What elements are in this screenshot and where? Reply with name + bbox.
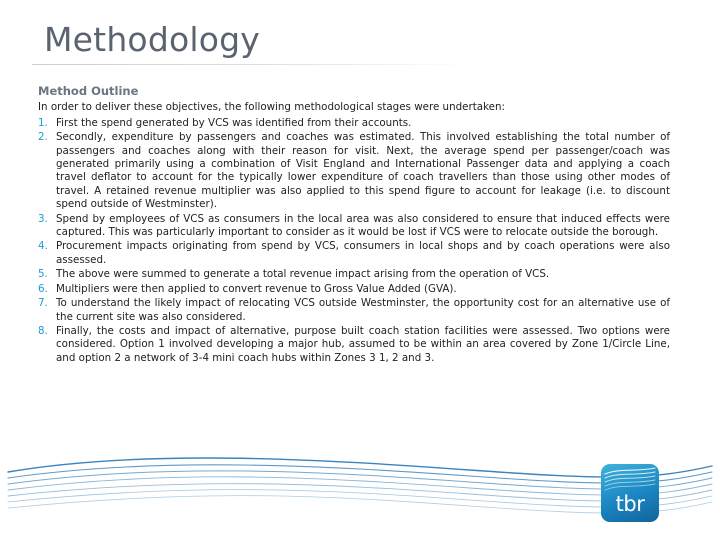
list-text: The above were summed to generate a total revenue impact arising from the operation of VCS. <box>56 268 550 281</box>
intro-text: In order to deliver these objectives, the following methodological stages were undertaken: <box>38 101 505 114</box>
list-item <box>38 325 670 365</box>
list-text: Spend by employees of VCS as consumers in the local area was also considered to ensure that induced effects were captured. This was particularly important to consider as it would be lost if VCS were to relocate outside the borough. <box>56 212 670 239</box>
list-text: First the spend generated by VCS was identified from their accounts. <box>56 116 412 129</box>
slide-title: Methodology <box>44 20 260 59</box>
logo-text: tbr <box>615 492 645 516</box>
list-number: 4. <box>38 240 48 253</box>
list-item <box>38 268 670 281</box>
list-number: 7. <box>38 297 48 310</box>
list-item <box>38 283 670 296</box>
slide-content <box>38 85 670 366</box>
list-number: 3. <box>38 212 48 225</box>
list-item <box>38 131 670 211</box>
list-number: 6. <box>38 282 48 295</box>
methodology-list <box>38 117 670 365</box>
list-text: Procurement impacts originating from spend by VCS, consumers in local shops and by coach operations were also assessed. <box>56 240 670 266</box>
list-number: 2. <box>38 131 48 144</box>
tbr-logo <box>601 464 659 522</box>
list-item <box>38 297 670 324</box>
list-text: Secondly, expenditure by passengers and coaches was estimated. This involved establishing the total number of passengers and coaches along with their reason for visit. Next, the average spend per passenger/coach was generated primarily using a combination of Visit England and International Passenger data and applying a coach travel deflator to account for the typically lower expenditure of coach travellers than those using other modes of travel. A retained revenue multiplier was also applied to this spend figure to account for leakage (i.e. to discount spend outside of Westminster). <box>56 131 670 211</box>
list-text: Multipliers were then applied to convert revenue to Gross Value Added (GVA). <box>56 282 457 295</box>
list-number: 8. <box>38 324 48 337</box>
list-text: To understand the likely impact of relocating VCS outside Westminster, the opportunity cost for an alternative use of the current site was also considered. <box>56 297 670 323</box>
list-item <box>38 213 670 240</box>
list-item <box>38 240 670 267</box>
section-subtitle: Method Outline <box>38 84 139 98</box>
list-number: 5. <box>38 268 48 281</box>
title-divider <box>32 64 472 65</box>
list-item <box>38 117 670 130</box>
list-text: Finally, the costs and impact of alternative, purpose built coach station facilities were assessed. Two options were considered. Option 1 involved developing a major hub, assumed to be within an area covered by Zone 1/Circle Line, and option 2 a network of 3-4 mini coach hubs within Zones 3 1, 2 and 3. <box>56 324 670 364</box>
list-number: 1. <box>38 116 48 129</box>
